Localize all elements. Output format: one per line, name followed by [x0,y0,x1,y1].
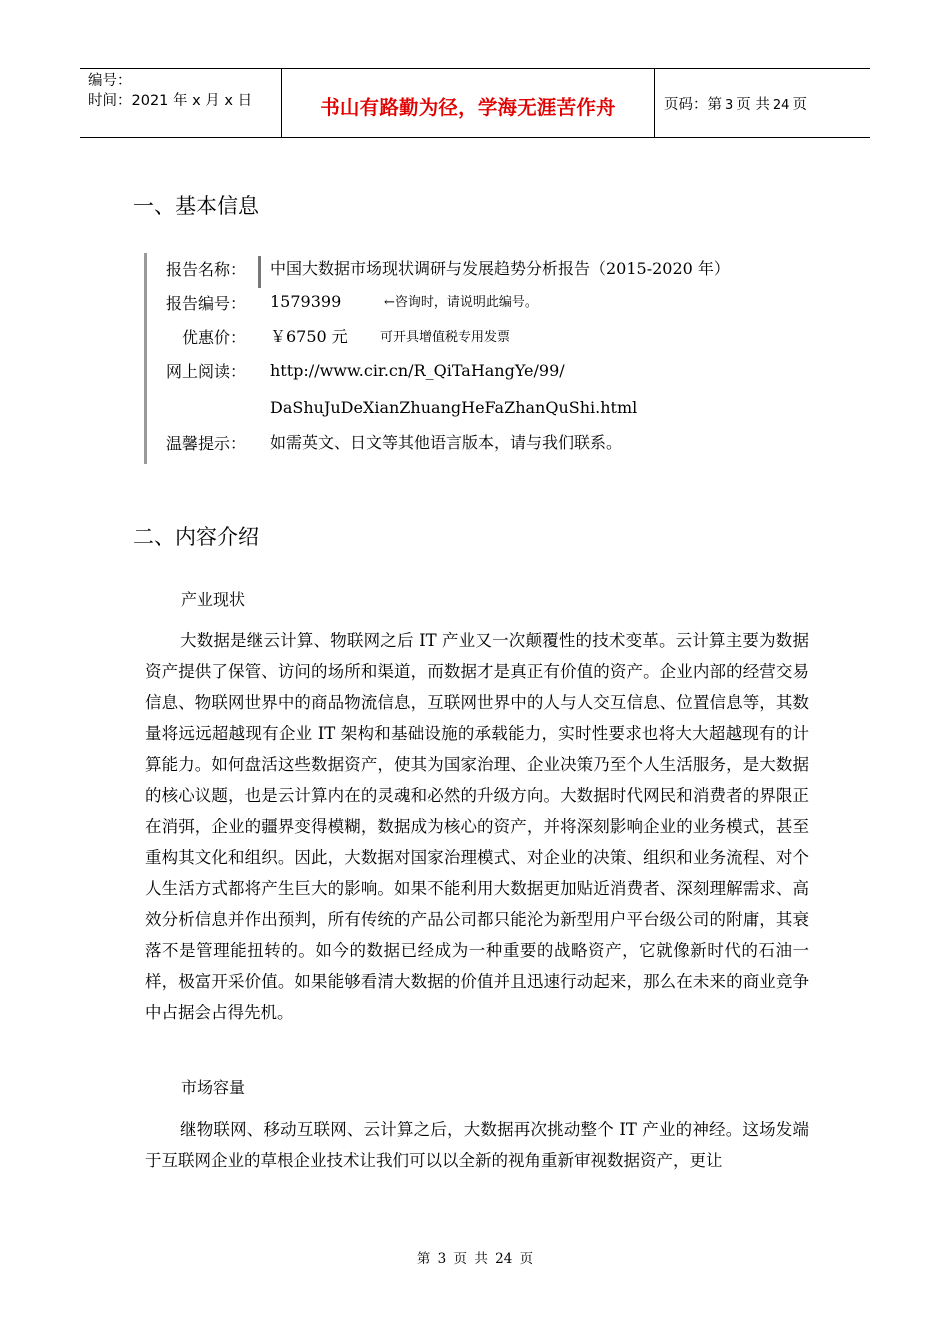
page-current: 3 [725,98,734,113]
subhead-market-capacity: 市场容量 [181,1078,246,1097]
subhead-industry-status: 产业现状 [181,590,246,609]
report-name: 中国大数据市场现状调研与发展趋势分析报告（2015-2020 年） [270,259,730,278]
report-no-note: ←咨询时，请说明此编号。 [384,295,538,310]
price-note: 可开具增值税专用发票 [380,330,511,345]
number-label: 编号： [88,73,132,89]
report-no: 1579399 [270,292,342,311]
page-footer: 第 3 页 共 24 页 [416,1251,534,1267]
online-label: 网上阅读： [165,362,246,381]
url-line-2[interactable]: DaShuJuDeXianZhuangHeFaZhanQuShi.html [270,398,638,417]
time-label: 时间：2021 年 x 月 x 日 [88,93,253,109]
tip-label: 温馨提示： [165,434,246,453]
url-line-1[interactable]: http://www.cir.cn/R_QiTaHangYe/99/ [270,361,565,380]
tip: 如需英文、日文等其他语言版本，请与我们联系。 [270,433,623,452]
price: ￥6750 元 [270,327,348,346]
page-indicator [664,93,807,114]
price-label: 优惠价： [181,328,246,347]
page-total: 24 [772,98,790,113]
info-block-bar [144,253,147,464]
report-name-separator [258,256,261,288]
header-meta [88,71,282,111]
page-mid: 页 共 [736,97,770,113]
motto: 书山有路勤为径，学海无涯苦作舟 [320,96,616,119]
page-prefix: 页码：第 [664,97,722,113]
section-title-content: 二、内容介绍 [133,525,259,549]
page-suffix: 页 [792,97,807,113]
report-name-label: 报告名称： [165,260,246,279]
paragraph-industry-status: 大数据是继云计算、物联网之后 IT 产业又一次颠覆性的技术变革。云计算主要为数据资产提供了保管、访问的场所和渠道，而数据才是真正有价值的资产。企业内部的经营交易信息、物联网世界中的商品物流信息，互联网世界中的人与人交互信息、位置信息等，其数量将远远超越现有企业 IT 架构和基础设施的承载能力，实时性要求也将大大超越现有的计算能力。如何盘活这些数据资产，使其为国家治理、企业决策乃至个人生活服务，是大数据的核心议题，也是云计算内在的灵魂和必然的升级方向。大数据时代网民和消费者的界限正在消弭，企业的疆界变得模糊，数据成为核心的资产，并将深刻影响企业的业务模式，甚至重构其文化和组织。因此，大数据对国家治理模式、对企业的决策、组织和业务流程、对个人生活方式都将产生巨大的影响。如果不能利用大数据更加贴近消费者、深刻理解需求、高效分析信息并作出预判，所有传统的产品公司都只能沦为新型用户平台级公司的附庸，其衰落不是管理能扭转的。如今的数据已经成为一种重要的战略资产，它就像新时代的石油一样，极富开采价值。如果能够看清大数据的价值并且迅速行动起来，那么在未来的商业竞争中占据会占得先机。 [145,631,809,1022]
report-no-label: 报告编号： [165,294,246,313]
paragraph-market-capacity: 继物联网、移动互联网、云计算之后，大数据再次挑动整个 IT 产业的神经。这场发端于互联网企业的草根企业技术让我们可以以全新的视角重新审视数据资产，更让 [145,1120,809,1170]
motto-cell [281,69,655,137]
section-title-basic-info: 一、基本信息 [133,194,259,218]
page-header [80,68,870,138]
